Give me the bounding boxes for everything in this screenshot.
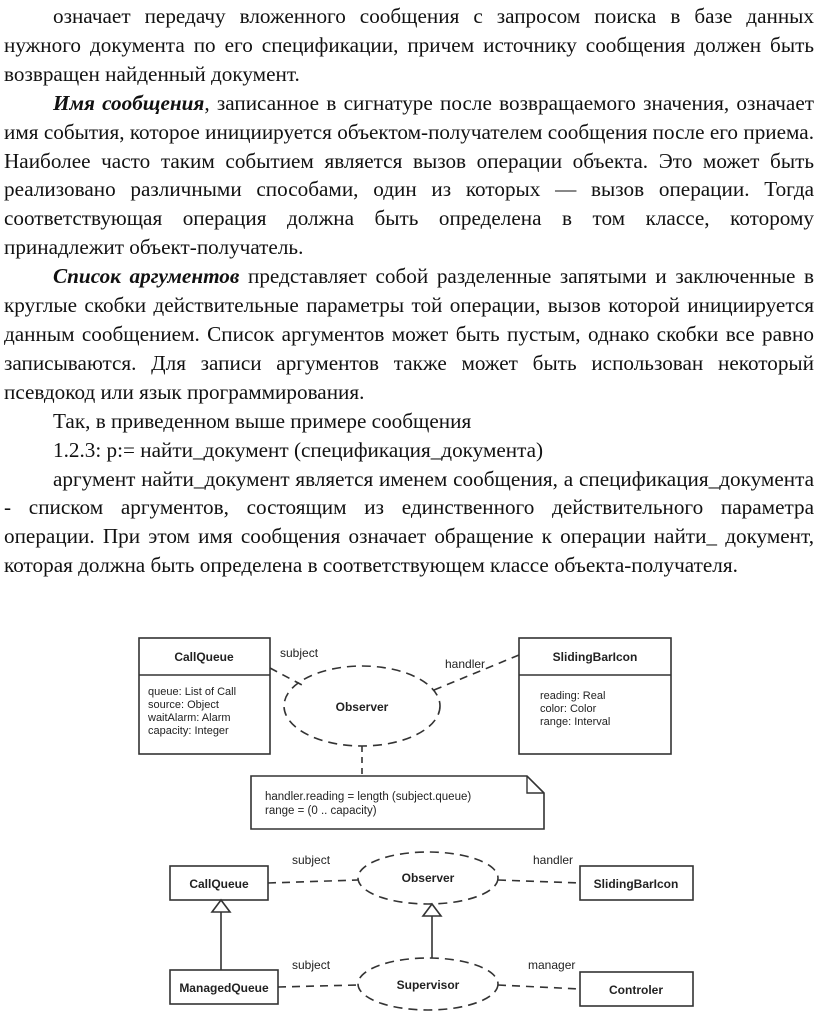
- paragraph-2: Имя сообщения, записанное в сигнатуре после возвращаемого значения, означает имя события, которое инициируется объектом-получателем сообщения после его приема. Наиболее часто таким событием является вызов операции объекта. Это может быть реализовано различными способами, один из которых — вызов операции. Тогда соответствующая операция должна быть определена в том классе, которому принадлежит объект-получатель.: [4, 90, 814, 260]
- class-attribute: queue: List of Call: [148, 686, 237, 698]
- collaboration-observer: [358, 852, 498, 904]
- role-connector-manager: [498, 985, 580, 989]
- uml-collaboration-inheritance-diagram: [170, 852, 693, 1010]
- svg-text:Controler: Controler: [609, 983, 663, 997]
- paragraph-1: означает передачу вложенного сообщения с запросом поиска в базе данных нужного документа по его спецификации, причем источнику сообщения должен быть возвращен найденный документ.: [4, 4, 814, 86]
- paragraph-3: Список аргументов представляет собой разделенные запятыми и заключенные в круглые скобки действительные параметры той операции, вызов которой инициируется данным сообщением. Список аргументов может быть пустым, однако скобки все равно записываются. Для записи аргументов также может быть использован некоторый псевдокод или язык программирования.: [4, 264, 815, 404]
- paragraph-4: Так, в приведенном выше примере сообщения: [53, 408, 472, 433]
- uml-collaboration-diagram: [139, 638, 671, 829]
- constraint-note: [251, 776, 544, 829]
- role-label-handler: handler: [445, 657, 486, 671]
- class-attribute: color: Color: [540, 703, 597, 715]
- svg-text:CallQueue: CallQueue: [189, 877, 249, 891]
- collaboration-supervisor: [358, 958, 498, 1010]
- term-message-name: Имя сообщения: [53, 90, 205, 115]
- class-attribute: range: Interval: [540, 716, 611, 728]
- svg-text:SlidingBarIcon: SlidingBarIcon: [593, 877, 679, 891]
- class-box-callqueue: [139, 638, 270, 754]
- note-line: handler.reading = length (subject.queue): [265, 791, 472, 803]
- role-connector-subject: [278, 985, 358, 987]
- role-label-manager: manager: [528, 958, 576, 972]
- class-box-callqueue: [170, 866, 268, 900]
- class-attribute: reading: Real: [540, 690, 606, 702]
- svg-text:Supervisor: Supervisor: [396, 978, 460, 992]
- role-label-handler: handler: [533, 853, 574, 867]
- class-attribute: capacity: Integer: [148, 725, 229, 737]
- class-name-callqueue: CallQueue: [174, 650, 234, 664]
- class-box-slidingbaricon: [580, 866, 693, 900]
- note-line: range = (0 .. capacity): [265, 805, 377, 817]
- class-box-controler: [580, 972, 693, 1006]
- role-connector-handler: [498, 880, 580, 883]
- role-label-subject: subject: [292, 853, 331, 867]
- class-box-managedqueue: [170, 970, 278, 1004]
- class-name-slidingbaricon: SlidingBarIcon: [552, 650, 638, 664]
- class-attribute: source: Object: [148, 699, 219, 711]
- class-attribute: waitAlarm: Alarm: [148, 712, 231, 724]
- svg-text:Observer: Observer: [401, 871, 455, 885]
- role-connector-subject: [268, 880, 358, 883]
- role-connector-subject: [270, 668, 302, 685]
- role-label-subject: subject: [292, 958, 331, 972]
- svg-text:ManagedQueue: ManagedQueue: [179, 981, 269, 995]
- term-argument-list: Список аргументов: [53, 264, 240, 289]
- role-label-subject: subject: [280, 646, 319, 660]
- generalization-arrow: [212, 900, 230, 970]
- collaboration-name: Observer: [335, 700, 389, 714]
- collaboration-observer: [284, 666, 440, 746]
- class-box-slidingbaricon: [519, 638, 671, 754]
- paragraph-6: аргумент найти_документ является именем сообщения, а спецификация_документа - списком аргументов, состоящим из единственного действительного параметра операции. При этом имя сообщения означает обращение к операции найти_ документ, которая должна быть определена в соответствующем классе объекта-получателя.: [4, 466, 814, 578]
- paragraph-5: 1.2.3: p:= найти_документ (спецификация_документа): [53, 437, 544, 462]
- generalization-arrow: [423, 904, 441, 958]
